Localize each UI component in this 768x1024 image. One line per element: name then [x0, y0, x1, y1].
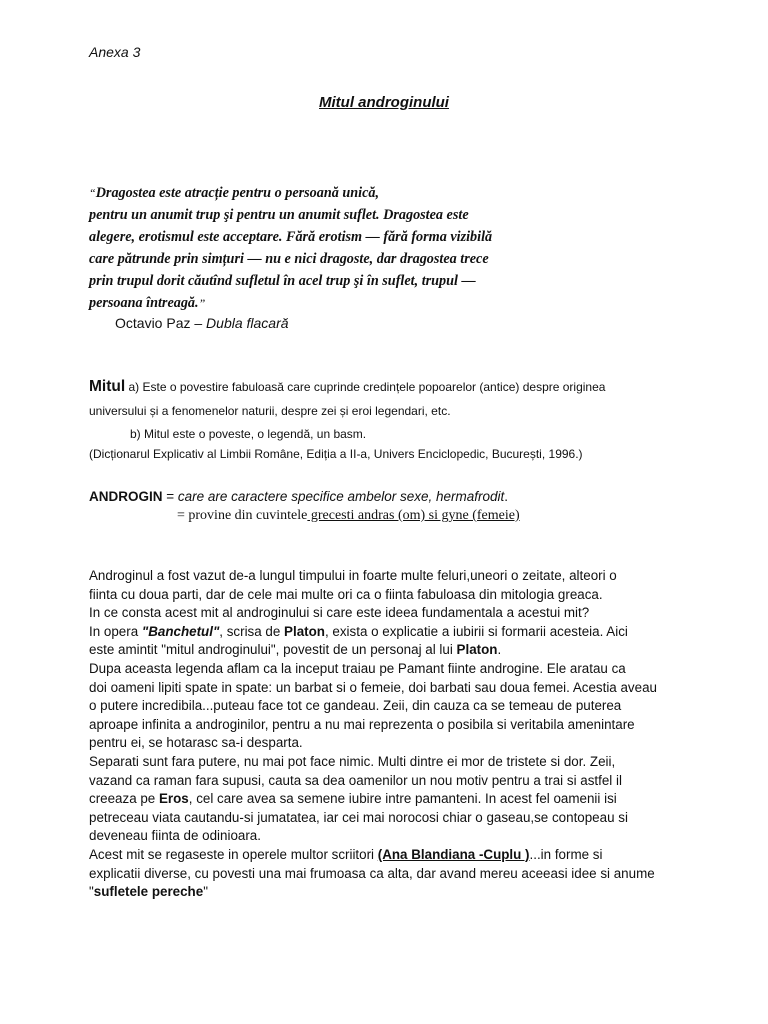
body-line: Dupa aceasta legenda aflam ca la inceput traiau pe Pamant fiinte androgine. Ele aratau ca — [89, 660, 626, 676]
body-line — [89, 790, 689, 809]
quote-attribution — [115, 315, 289, 331]
work-title-banchetul: "Banchetul" — [141, 623, 220, 639]
androgin-period: . — [504, 489, 509, 504]
body-line: o putere incredibila...puteau face tot ce gandeau. Zeii, din cauza ca se temeau de puterea — [89, 698, 622, 714]
body-line: aproape infinita a androginilor, pentru a nu mai reprezenta o posibila si veritabila amenintare — [89, 716, 635, 732]
body-line: Androginul a fost vazut de-a lungul timpului in foarte multe feluri,uneori o zeitate, alteori o — [89, 568, 617, 583]
body-fragment: , cel care avea sa semene iubire intre pamanteni. In acest fel oamenii isi — [188, 791, 617, 807]
quote-line: prin trupul dorit căutînd sufletul în acel trup şi în suflet, trupul — — [89, 273, 476, 289]
androgin-definition — [89, 489, 508, 504]
annex-label: Anexa 3 — [89, 44, 141, 60]
body-fragment: Acest mit se regaseste in operele multor scriitori — [89, 846, 378, 862]
androgin-equals: = — [162, 489, 178, 504]
quote-line-text: persoana întreagă. — [89, 295, 199, 311]
body-fragment: " — [89, 884, 94, 900]
name-platon: Platon — [284, 623, 325, 639]
quote-line-text: Dragostea este atracție pentru o persoană unică, — [95, 185, 380, 201]
body-line — [89, 641, 689, 660]
definition-line-a1 — [89, 378, 689, 396]
definition-a-text: a) Este o povestire fabuloasă care cuprinde credințele popoarelor (antice) despre originea — [125, 380, 606, 394]
body-text — [89, 567, 689, 902]
body-line: deveneau fiinta de odinioara. — [89, 828, 261, 844]
body-line: pentru ei, se hotarasc sa-i desparta. — [89, 735, 303, 751]
body-line — [89, 883, 689, 902]
quote-line: care pătrunde prin simțuri — nu e nici dragoste, dar dragostea trece — [89, 251, 489, 267]
body-fragment: . — [497, 642, 502, 658]
etymology-rest: grecesti andras (om) si gyne (femeie) — [307, 508, 520, 523]
definition-line-b: b) Mitul este o poveste, o legendă, un basm. — [130, 427, 367, 441]
quote-block — [89, 182, 549, 314]
name-eros: Eros — [158, 791, 189, 807]
body-line: In ce consta acest mit al androginului si care este ideea fundamentala a acestui mit? — [89, 605, 590, 621]
body-line: explicatii diverse, cu povesti una mai frumoasa ca alta, dar avand mereu aceeasi idee si anume — [89, 865, 655, 881]
body-fragment: In opera — [89, 623, 142, 639]
reference-ana-blandiana: (Ana Blandiana -Cuplu ) — [377, 846, 530, 862]
phrase-sufletele-pereche: sufletele pereche — [93, 884, 204, 900]
body-line: petreceau viata cautandu-si jumatatea, iar cei mai norocosi chiar o gaseau,se contopeau si — [89, 809, 628, 825]
name-platon: Platon — [456, 642, 498, 658]
body-line: Separati sunt fara putere, nu mai pot face nimic. Multi dintre ei mor de tristete si dor. Zeii, — [89, 753, 616, 769]
quote-line — [89, 182, 549, 204]
quote-close-mark: ” — [198, 296, 206, 310]
quote-author: Octavio Paz – — [115, 315, 203, 331]
androgin-term: ANDROGIN — [89, 489, 163, 504]
definition-line-a2: universului și a fenomenelor naturii, despre zei și eroi legendari, etc. — [89, 404, 451, 418]
body-line: doi oameni lipiti spate in spate: un barbat si o femeie, doi barbati sau doua femei. Acestia aveau — [89, 679, 657, 695]
body-fragment: este amintit "mitul androginului", povestit de un personaj al lui — [89, 642, 457, 658]
androgin-etymology — [177, 508, 520, 524]
quote-line: alegere, erotismul este acceptare. Fără erotism — fără forma vizibilă — [89, 229, 493, 245]
etymology-lead: = provine din cuvintele — [177, 508, 308, 523]
androgin-meaning: care are caractere specifice ambelor sexe, hermafrodit — [177, 489, 505, 504]
body-fragment: creeaza pe — [89, 791, 159, 807]
body-fragment: , scrisa de — [219, 623, 285, 639]
quote-open-mark: “ — [89, 186, 96, 200]
page-title: Mitul androginului — [319, 94, 449, 111]
body-line: vazand ca raman fara supusi, cauta sa dea oamenilor un nou motiv pentru a trai si astfel il — [89, 772, 622, 788]
body-fragment: , exista o explicatie a iubirii si formarii acesteia. Aici — [324, 623, 628, 639]
definition-term: Mitul — [89, 378, 126, 395]
quote-line — [89, 292, 549, 314]
body-fragment: ...in forme si — [529, 846, 603, 862]
quote-line: pentru un anumit trup şi pentru un anumit suflet. Dragostea este — [89, 207, 469, 223]
quote-work: Dubla flacară — [206, 315, 289, 331]
body-line — [89, 846, 689, 865]
body-line: fiinta cu doua parti, dar de cele mai multe ori ca o fiinta fabuloasa din mitologia greaca. — [89, 586, 603, 602]
body-fragment: " — [203, 884, 208, 900]
body-line — [89, 623, 689, 642]
definition-source: (Dicționarul Explicativ al Limbii Române, Ediția a II-a, Univers Enciclopedic, București, 1996.) — [89, 447, 583, 461]
